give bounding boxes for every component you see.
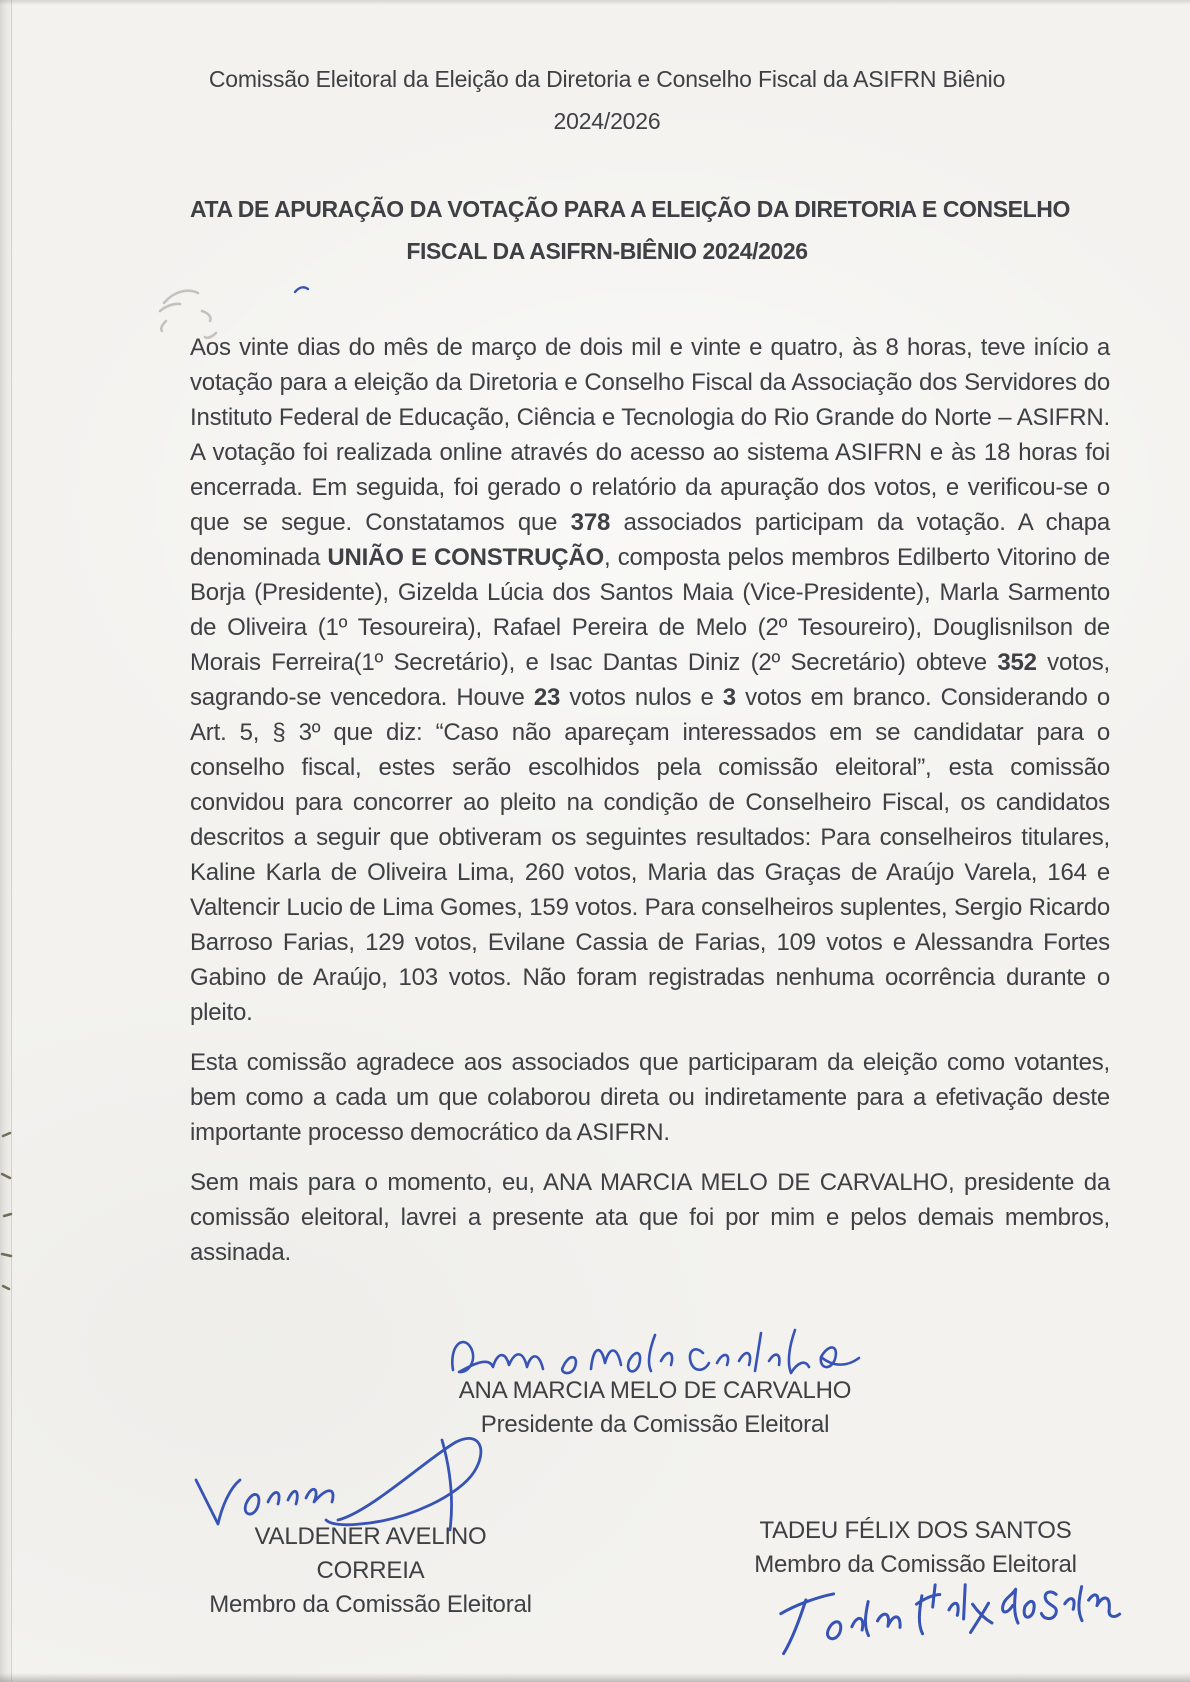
president-name: ANA MARCIA MELO DE CARVALHO bbox=[458, 1377, 852, 1404]
document-content bbox=[190, 0, 1110, 1270]
signature-block-president bbox=[435, 1326, 875, 1442]
signature-block-valdener bbox=[198, 1432, 543, 1648]
scan-specks bbox=[0, 1128, 16, 1298]
president-role: Presidente da Comissão Eleitoral bbox=[480, 1411, 830, 1438]
scan-left-edge-line bbox=[11, 0, 12, 1682]
title-line-1: ATA DE APURAÇÃO DA VOTAÇÃO PARA A ELEIÇÃO DA DIRETORIA E CONSELHO bbox=[190, 196, 1070, 222]
signature-block-tadeu bbox=[743, 1432, 1088, 1648]
document-header bbox=[190, 58, 1110, 142]
title-line-2: FISCAL DA ASIFRN-BIÊNIO 2024/2026 bbox=[406, 238, 808, 264]
member-valdener-role: Membro da Comissão Eleitoral bbox=[209, 1591, 532, 1618]
paragraph-apuracao: Aos vinte dias do mês de março de dois mil e vinte e quatro, às 8 horas, teve início a votação para a eleição da Diretoria e Conselho Fiscal da Associação dos Servidores do Instituto Federal de Educação, Ciência e Tecnologia do Rio Grande do Norte – ASIFRN. A votação foi realizada online através do acesso ao sistema ASIFRN e às 18 horas foi encerrada. Em seguida, foi gerado o relatório da apuração dos votos, e verificou-se o que se segue. Constatamos que 378 associados participam da votação. A chapa denominada UNIÃO E CONSTRUÇÃO, composta pelos membros Edilberto Vitorino de Borja (Presidente), Gizelda Lúcia dos Santos Maia (Vice-Presidente), Marla Sarmento de Oliveira (1º Tesoureira), Rafael Pereira de Melo (2º Tesoureiro), Douglisnilson de Morais Ferreira(1º Secretário), e Isac Dantas Diniz (2º Secretário) obteve 352 votos, sagrando-se vencedora. Houve 23 votos nulos e 3 votos em branco. Considerando o Art. 5, § 3º que diz: “Caso não apareçam interessados em se candidatar para o conselho fiscal, estes serão escolhidos pela comissão eleitoral”, esta comissão convidou para concorrer ao pleito na condição de Conselheiro Fiscal, os candidatos descritos a seguir que obtiveram os seguintes resultados: Para conselheiros titulares, Kaline Karla de Oliveira Lima, 260 votos, Maria das Graças de Araújo Varela, 164 e Valtencir Lucio de Lima Gomes, 159 votos. Para conselheiros suplentes, Sergio Ricardo Barroso Farias, 129 votos, Evilane Cassia de Farias, 109 votos e Alessandra Fortes Gabino de Araújo, 103 votos. Não foram registradas nenhuma ocorrência durante o pleito. bbox=[190, 334, 1111, 1026]
header-line-2: 2024/2026 bbox=[553, 108, 661, 134]
member-tadeu-role: Membro da Comissão Eleitoral bbox=[754, 1551, 1077, 1578]
member-valdener-name: VALDENER AVELINO CORREIA bbox=[254, 1523, 487, 1584]
paragraph-encerramento: Sem mais para o momento, eu, ANA MARCIA MELO DE CARVALHO, presidente da comissão eleitoral, lavrei a presente ata que foi por mim e pelos demais membros, assinada. bbox=[190, 1169, 1110, 1266]
signature-row-members bbox=[190, 1432, 1110, 1648]
document-title bbox=[190, 188, 1110, 272]
member-tadeu-name: TADEU FÉLIX DOS SANTOS bbox=[759, 1517, 1072, 1544]
handwritten-signature-valdener bbox=[190, 1432, 500, 1532]
paragraph-agradecimento: Esta comissão agradece aos associados que participaram da eleição como votantes, bem como a cada um que colaborou direta ou indiretamente para a efetivação deste importante processo democrático da ASIFRN. bbox=[190, 1049, 1110, 1146]
header-line-1: Comissão Eleitoral da Eleição da Diretoria e Conselho Fiscal da ASIFRN Biênio bbox=[208, 66, 1006, 92]
scan-bottom-edge bbox=[0, 1673, 1190, 1682]
